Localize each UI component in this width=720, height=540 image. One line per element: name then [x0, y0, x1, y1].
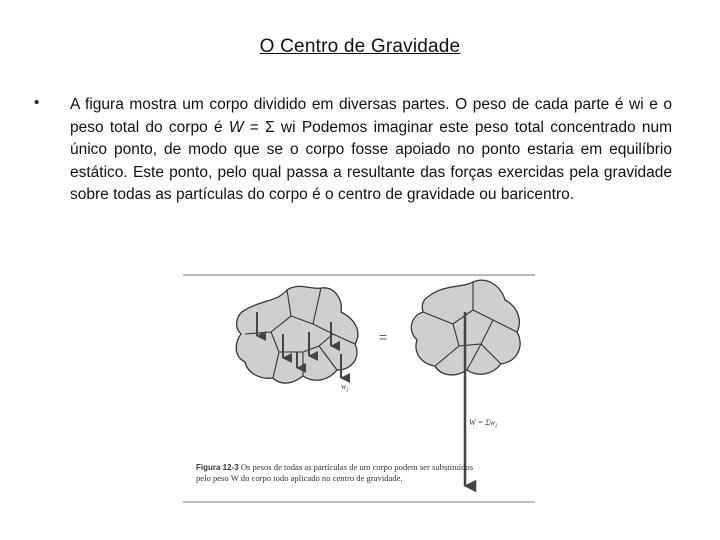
bullet-paragraph — [70, 94, 672, 207]
center-of-gravity-figure — [183, 272, 535, 504]
body-divided-into-parts — [236, 286, 358, 383]
figure-caption — [196, 462, 476, 484]
equals-sign: = — [379, 329, 388, 345]
whole-body — [411, 280, 520, 486]
paragraph-text-1: A figura mostra um corpo dividido em diversas partes. O peso de cada parte é wi e o peso total do corpo é — [70, 96, 672, 136]
label-wi: $w_i$ — [341, 382, 349, 394]
label-W-sum: $W = \Sigma w_i$ — [469, 418, 498, 430]
caption-text: Os pesos de todas as partículas de um corpo podem ser substituídos pelo peso W do corpo todo aplicado no centro de gravidade. — [196, 462, 474, 484]
paragraph-italic-W: W — [228, 118, 244, 136]
caption-figure-number: Figura 12-3 — [196, 463, 239, 472]
slide-title: O Centro de Gravidade — [259, 36, 461, 57]
paragraph-text-2: = Σ wi Podemos imaginar este peso total concentrado num único ponto, de modo que se o corpo fosse apoiado no ponto estaria em equilíbrio estático. Este ponto, pelo qual passa a resultante das forças exercidas pela gravidade sobre todas as partículas do corpo é o centro de gravidade ou baricentro. — [70, 118, 672, 204]
bullet-marker: • — [34, 94, 40, 111]
